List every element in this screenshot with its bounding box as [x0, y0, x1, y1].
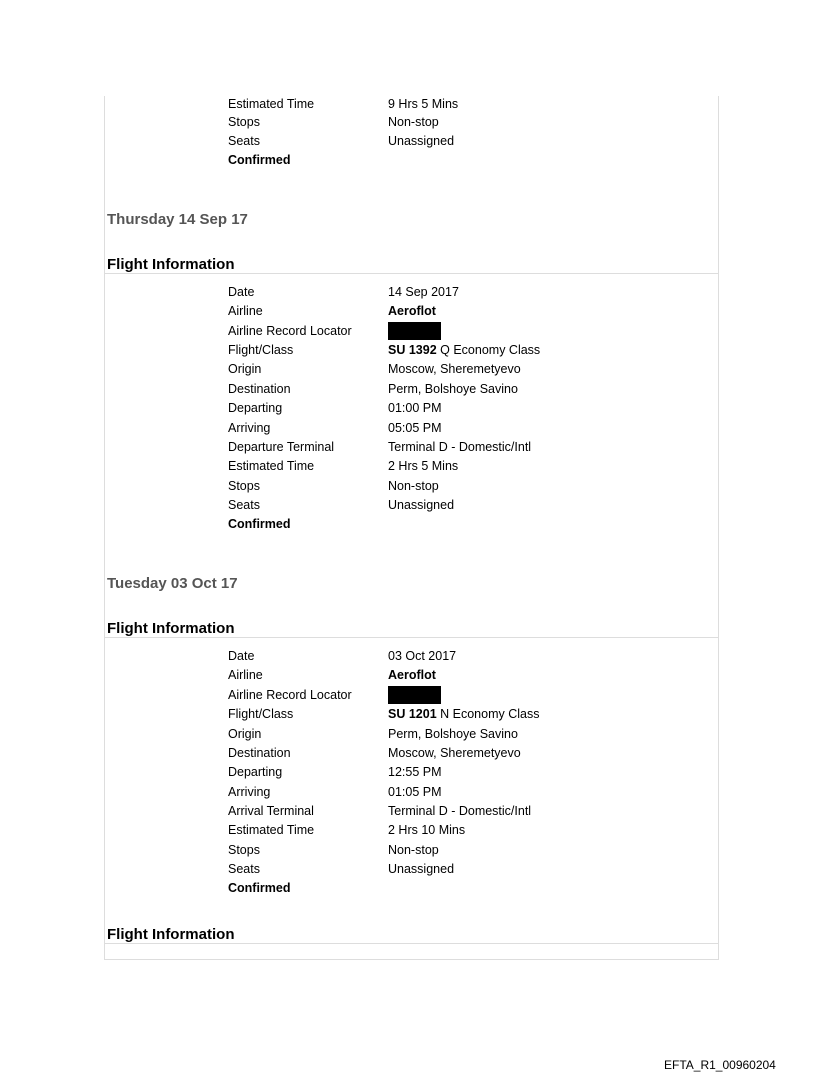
detail-label: Date	[228, 649, 255, 663]
detail-value: Non-stop	[388, 843, 439, 857]
detail-label: Origin	[228, 362, 262, 376]
detail-label: Estimated Time	[228, 97, 315, 111]
document-id: EFTA_R1_00960204	[664, 1058, 776, 1072]
record-locator-redacted	[388, 686, 441, 705]
detail-value: Moscow, Sheremetyevo	[388, 362, 521, 376]
redaction-box	[388, 322, 441, 340]
section-heading: Flight Information	[107, 256, 235, 273]
section-divider	[104, 273, 718, 274]
detail-label: Arriving	[228, 785, 271, 799]
detail-value: Unassigned	[388, 498, 455, 512]
detail-label: Airline Record Locator	[228, 688, 352, 702]
detail-value: 01:00 PM	[388, 401, 442, 415]
section-divider	[104, 637, 718, 638]
detail-value: 12:55 PM	[388, 765, 442, 779]
detail-label: Departure Terminal	[228, 440, 335, 454]
detail-label: Airline	[228, 304, 263, 318]
detail-label: Flight/Class	[228, 707, 294, 721]
detail-label: Departing	[228, 765, 283, 779]
detail-label: Stops	[228, 843, 260, 857]
detail-label: Date	[228, 285, 255, 299]
detail-label: Departing	[228, 401, 283, 415]
detail-value: Unassigned	[388, 862, 455, 876]
detail-value: 2 Hrs 10 Mins	[388, 823, 466, 837]
detail-value	[388, 341, 540, 360]
detail-label: Stops	[228, 115, 260, 129]
detail-value: Aeroflot	[388, 304, 436, 318]
detail-value: Unassigned	[388, 134, 455, 148]
flight-class: N Economy Class	[440, 707, 540, 721]
detail-value: Terminal D - Domestic/Intl	[388, 440, 532, 454]
detail-label: Stops	[228, 479, 260, 493]
detail-value: 14 Sep 2017	[388, 285, 459, 299]
detail-label: Seats	[228, 862, 260, 876]
detail-label: Origin	[228, 727, 262, 741]
flight-number: SU 1392	[388, 343, 437, 357]
detail-value	[388, 705, 539, 724]
section-heading: Flight Information	[107, 926, 235, 943]
detail-label: Airline	[228, 668, 263, 682]
detail-label: Estimated Time	[228, 459, 315, 473]
section-divider	[104, 943, 718, 944]
flight-number: SU 1201	[388, 707, 437, 721]
detail-value: Perm, Bolshoye Savino	[388, 382, 518, 396]
detail-label: Arrival Terminal	[228, 804, 314, 818]
detail-label: Estimated Time	[228, 823, 315, 837]
status-confirmed: Confirmed	[228, 153, 291, 167]
detail-label: Arriving	[228, 421, 271, 435]
flight-class: Q Economy Class	[440, 343, 541, 357]
status-confirmed: Confirmed	[228, 881, 291, 895]
detail-label: Airline Record Locator	[228, 324, 352, 338]
detail-value: 2 Hrs 5 Mins	[388, 459, 459, 473]
detail-label: Destination	[228, 746, 291, 760]
redaction-box	[388, 686, 441, 704]
detail-label: Seats	[228, 134, 260, 148]
detail-value: Non-stop	[388, 479, 439, 493]
detail-value: Terminal D - Domestic/Intl	[388, 804, 532, 818]
detail-value: 05:05 PM	[388, 421, 442, 435]
day-heading: Thursday 14 Sep 17	[107, 211, 248, 228]
detail-value: 01:05 PM	[388, 785, 442, 799]
detail-value: 9 Hrs 5 Mins	[388, 97, 459, 111]
detail-value: 03 Oct 2017	[388, 649, 457, 663]
day-heading: Tuesday 03 Oct 17	[107, 575, 238, 592]
detail-value: Non-stop	[388, 115, 439, 129]
section-heading: Flight Information	[107, 620, 235, 637]
status-confirmed: Confirmed	[228, 517, 291, 531]
detail-label: Flight/Class	[228, 343, 294, 357]
detail-label: Destination	[228, 382, 291, 396]
detail-value: Perm, Bolshoye Savino	[388, 727, 518, 741]
record-locator-redacted	[388, 322, 441, 341]
detail-value: Moscow, Sheremetyevo	[388, 746, 521, 760]
detail-value: Aeroflot	[388, 668, 436, 682]
detail-label: Seats	[228, 498, 260, 512]
